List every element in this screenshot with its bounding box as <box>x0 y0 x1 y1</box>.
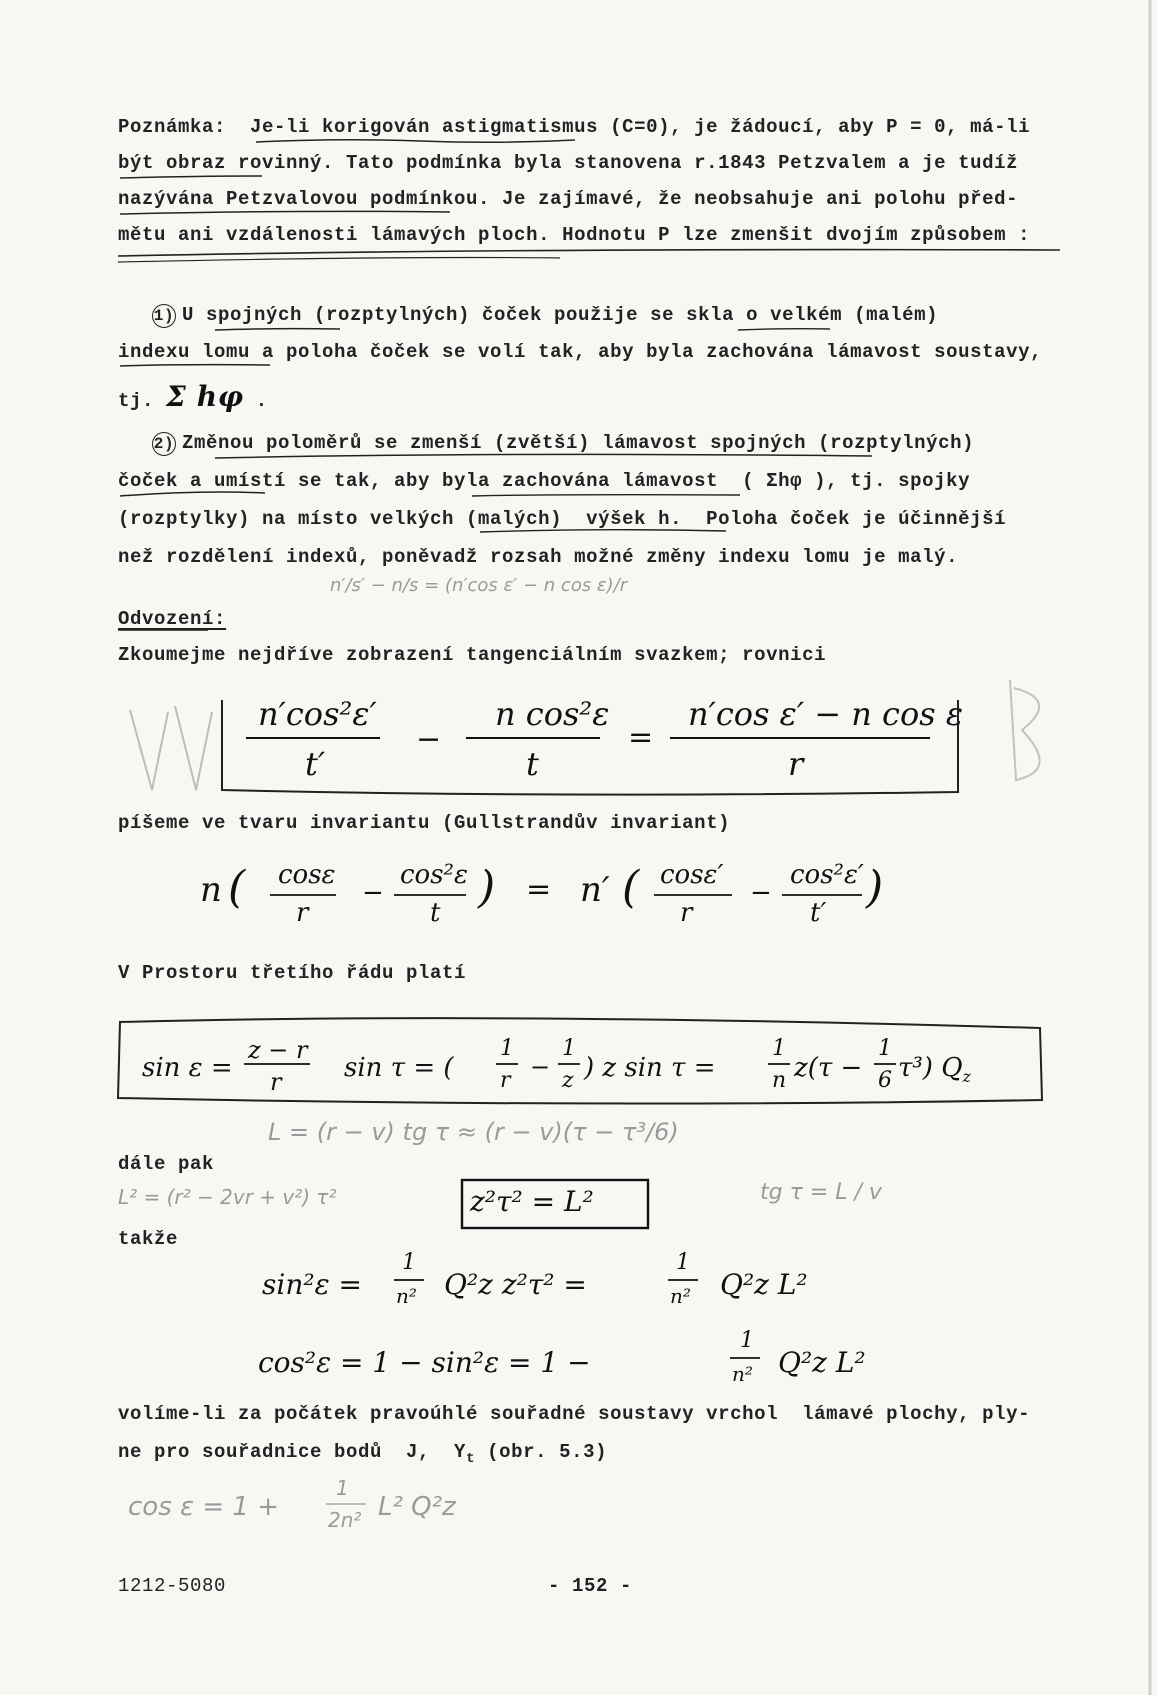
underline-m2b <box>120 492 265 496</box>
eq-tan-t2-num: n cos²ε <box>495 695 610 733</box>
method1-formula: Σ hφ <box>166 380 244 413</box>
eq-3rd-f2-num: 1 <box>500 1036 514 1061</box>
pencil-cos-frac-num: 1 <box>336 1476 349 1500</box>
eq-3rd-f4-den: n <box>772 1068 787 1093</box>
footer-code: 1212-5080 <box>118 1575 227 1597</box>
eq-inv-c-num: cosε′ <box>660 860 724 890</box>
pencil-tg-line: tg τ = L / v <box>760 1180 882 1205</box>
pencil-note-top: n′/s′ − n/s = (n′cos ε′ − n cos ε)/r <box>330 575 628 596</box>
eq-3rd-f3-num: 1 <box>562 1036 576 1061</box>
eq-cos2-lhs: cos²ε = 1 − sin²ε = 1 − <box>258 1346 591 1379</box>
eq-3rd-mid1: sin τ = ( <box>344 1053 454 1083</box>
eq-3rd-f3-den: z <box>562 1068 574 1093</box>
eq-inv-rhs-n: n′ <box>580 870 610 910</box>
eq-3rd-lhs: sin ε = <box>142 1053 233 1083</box>
eq-inv-rparen: ) <box>478 862 496 913</box>
eq-3rd-f1-num: z − r <box>248 1036 308 1064</box>
eq-3rd-f4-num: 1 <box>772 1036 786 1061</box>
method2-line-4: než rozdělení indexů, poněvadž rozsah možné změny indexu lomu je malý. <box>118 546 959 568</box>
eq-inv-a-den: r <box>296 898 309 928</box>
underline-note-4 <box>118 250 1060 256</box>
eq-inv-b-num: cos²ε <box>400 860 468 890</box>
method2-line-2: čoček a umístí se tak, aby byla zachována lámavost ( Σhφ ), tj. spojky <box>118 470 971 492</box>
eq-sin2-mid: Q²z z²τ² = <box>444 1268 587 1301</box>
eq-3rd-tail: z(τ − <box>794 1053 863 1083</box>
underline-m1 <box>215 329 340 330</box>
box-third-order <box>118 1018 1042 1103</box>
eq-sin2-f2-den: n² <box>670 1284 691 1308</box>
derivation-intro: Zkoumejme nejdříve zobrazení tangenciálním svazkem; rovnici <box>118 644 827 666</box>
underline-note-4b <box>118 258 560 263</box>
eq-tan-minus: − <box>416 722 442 757</box>
note-line-1: Poznámka: Je-li korigován astigmatismus (C=0), je žádoucí, aby P = 0, má-li <box>118 116 1031 138</box>
eq-inv-minus1: − <box>362 878 384 908</box>
eq-inv-minus2: − <box>750 878 772 908</box>
eq-3rd-mid2: ) z sin τ = <box>584 1053 716 1083</box>
pencil-cos-frac-den: 2n² <box>328 1508 362 1532</box>
pencil-cos-tail: L² Q²z <box>378 1492 456 1522</box>
underline-m2c <box>472 495 740 496</box>
dale-pak-text: dále pak <box>118 1153 215 1175</box>
eq-cos2-f-num: 1 <box>740 1328 754 1353</box>
eq-cos2-f-den: n² <box>732 1362 753 1386</box>
eq-inv-d-den: t′ <box>810 898 827 928</box>
eq-3rd-tail2: τ³) $Q_z$ <box>898 1053 971 1087</box>
third-order-text: V Prostoru třetího řádu platí <box>118 962 467 984</box>
underline-m1b <box>738 329 830 330</box>
eq-tan-t2-den: t <box>526 745 539 783</box>
pencil-L2-line: L² = (r² − 2vr + v²) τ² <box>118 1185 337 1209</box>
pencil-letters-right <box>1010 680 1040 780</box>
eq-inv-lhs-n: n <box>200 870 222 910</box>
eq-boxed-z: z²τ² = L² <box>470 1185 594 1218</box>
eq-inv-d-num: cos²ε′ <box>790 860 864 890</box>
underline-m2d <box>480 530 726 532</box>
pencil-cos-line: cos ε = 1 + <box>128 1492 279 1522</box>
eq-3rd-minus: − <box>530 1053 551 1081</box>
eq-sin2-f-den: n² <box>396 1284 417 1308</box>
underline-m2 <box>215 454 872 458</box>
method2-line-3: (rozptylky) na místo velkých (malých) výšek h. Poloha čoček je účinnější <box>118 508 1007 530</box>
eq-inv-b-den: t <box>430 898 441 928</box>
eq-3rd-f2-den: r <box>500 1068 511 1093</box>
method1-number: 1) <box>152 304 176 328</box>
method1-line-2: indexu lomu a poloha čoček se volí tak, aby byla zachována lámavost soustavy, <box>118 341 1043 363</box>
method2-number: 2) <box>152 432 176 456</box>
derivation-heading: Odvození: <box>118 608 227 630</box>
eq-inv-lparen2: ( <box>622 862 640 913</box>
eq-3rd-f1-den: r <box>270 1068 282 1096</box>
choose-line-2: ne pro souřadnice bodů J, $Y_t$ (obr. 5.3) <box>118 1441 608 1467</box>
pencil-L-line: L = (r − v) tg τ ≈ (r − v)(τ − τ³/6) <box>268 1118 679 1146</box>
eq-sin2-tail: Q²z L² <box>720 1268 808 1301</box>
eq-tan-equals: = <box>628 720 654 755</box>
eq-tan-t1-num: n′cos²ε′ <box>258 695 377 733</box>
takze-text: takže <box>118 1228 179 1250</box>
eq-cos2-tail: Q²z L² <box>778 1346 866 1379</box>
eq-sin2-f-num: 1 <box>402 1250 416 1275</box>
eq-tan-t3-den: r <box>788 745 804 783</box>
eq-3rd-f5-num: 1 <box>878 1036 892 1061</box>
pencil-letters-left <box>130 706 212 790</box>
eq-3rd-f5-den: 6 <box>878 1068 892 1093</box>
eq-tan-t1-den: t′ <box>305 745 326 783</box>
method1-tj: tj. Σ hφ . <box>118 380 268 413</box>
underline-note-2 <box>120 176 262 178</box>
eq-tan-t3-num: n′cos ε′ − n cos ε <box>688 695 963 733</box>
eq-inv-c-den: r <box>680 898 693 928</box>
underline-note-3 <box>120 211 450 214</box>
box-tangential <box>222 700 958 795</box>
box-ztau <box>462 1180 648 1228</box>
note-line-3: nazývána Petzvalovou podmínkou. Je zajímavé, že neobsahuje ani polohu před- <box>118 188 1019 210</box>
method2-line-1: 2) Změnou poloměrů se zmenší (zvětší) lámavost spojných (rozptylných) <box>153 432 975 454</box>
eq-inv-equals: = <box>526 872 552 907</box>
underline-note-1 <box>256 140 575 143</box>
eq-inv-lparen: ( <box>228 862 246 913</box>
underline-m1c <box>120 365 270 366</box>
eq-inv-a-num: cosε <box>278 860 336 890</box>
eq-sin2-lhs: sin²ε = <box>262 1268 362 1301</box>
method1-line-1: 1) U spojných (rozptylných) čoček použije se skla o velkém (malém) <box>153 304 939 326</box>
note-line-4: mětu ani vzdálenosti lámavých ploch. Hodnotu P lze zmenšit dvojím způsobem : <box>118 224 1031 246</box>
eq-sin2-f2-num: 1 <box>676 1250 690 1275</box>
invariant-text: píšeme ve tvaru invariantu (Gullstrandův invariant) <box>118 812 731 834</box>
footer-page-number: - 152 - <box>548 1575 633 1597</box>
choose-line-1: volíme-li za počátek pravoúhlé souřadné soustavy vrchol lámavé plochy, ply- <box>118 1403 1031 1425</box>
eq-inv-rparen2: ) <box>866 862 884 913</box>
note-line-2: být obraz rovinný. Tato podmínka byla stanovena r.1843 Petzvalem a je tudíž <box>118 152 1019 174</box>
